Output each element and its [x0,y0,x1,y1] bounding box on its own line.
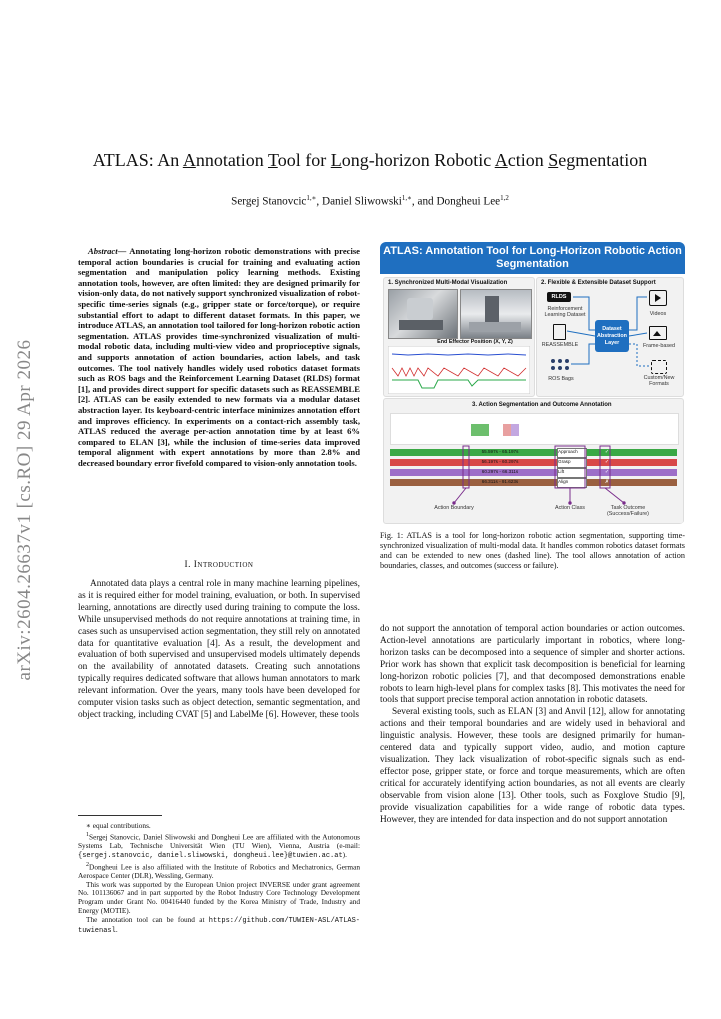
rlds-icon: RLDS [547,292,571,302]
panel-title: 3. Action Segmentation and Outcome Annotation [472,402,612,408]
row-class[interactable]: Grasp [557,458,587,468]
dataset-abstraction-layer: Dataset Abstraction Layer [595,320,629,352]
panel-annotation [383,398,684,524]
row-outcome[interactable]: ✓ [604,459,610,465]
footnote-rule [78,815,162,816]
videos-label: Videos [649,311,667,317]
label-action-class: Action Class [555,505,585,511]
arxiv-identifier: arXiv:2604.26637v1 [cs.RO] 29 Apr 2026 [14,339,35,681]
section-heading: I. Introduction [184,560,254,570]
ros-bags-label: ROS Bags [548,376,574,382]
row-time: 56.197s - 60.297s [481,459,519,464]
paragraph: do not support the annotation of temporal action boundaries or action outcomes. Action-level annotations are particularly important in robotics, where long-horizon tasks can be decomposed into a sequence of simpler and shorter actions. Prior work has shown that explicit task decomposition is beneficial for learning long-horizon robotic policies [7], and that decomposed demonstrations enable robots to learn high-level plans for complex tasks [8]. This motivates the need for tools that support precise temporal action annotation in robotic datasets. [380,624,685,706]
label-action-boundary: Action Boundary [434,505,474,511]
footnote-equal: ∗ equal contributions. [86,821,151,830]
author-list: Sergej Stanovcic$^{1,∗}$, Daniel Sliwowski$^{1,∗}$, and Dongheui Lee$^{1,2}$ [231,194,509,208]
panel-title: 2. Flexible & Extensible Dataset Support [541,280,656,286]
panel-dataset-support [536,277,684,397]
intro-text [78,579,360,722]
code-link[interactable]: https://github.com/TUWIEN-ASL/ATLAS-tuwienasl [78,916,360,935]
footnotes [78,822,360,935]
abstract: Abstract— Annotating long-horizon robotic demonstrations with precise temporal action boundaries is crucial for training and evaluating action segmentation and manipulation policy learning methods. Existing annotation tools, however, are often limited: they are designed primarily for vision-only data, do not natively support synchronized visualization of robot-specific time-series signals (e.g., gripper state or force/torque), or require substantial effort to adapt to different dataset formats. In this paper, we introduce ATLAS, an annotation tool tailored for long-horizon robotic action segmentation. ATLAS provides time-synchronized visualization of multi-modal robotic data, including multi-view video and proprioceptive signals, and supports annotation of action boundaries, action labels, and task outcomes. The tool natively handles widely used robotics dataset formats such as ROS bags and the Reinforcement Learning Dataset (RLDS) format [1], and provides direct support for specific datasets such as REASSEMBLE [2]. ATLAS can be easily extended to new formats via a modular dataset abstraction layer. Its keyboard-centric interface minimizes annotation effort and improves efficiency. In experiments on a contact-rich assembly task, ATLAS reduced the average per-action annotation time by at least 6% compared to ELAN [3], while the inclusion of time-series data improved temporal alignment with expert annotations by more than 2.8% and decreased boundary error fivefold compared to vision-only annotation tools. [78,246,360,468]
right-column-text [380,624,685,826]
panel-visualization [383,277,535,397]
figure-caption: Fig. 1: ATLAS is a tool for long-horizon robotic action segmentation, supporting time-synchronized visualization of multi-modal data. It handles common robotics dataset formats and can be extended to new ones (dashed line). The tool allows annotation of action boundaries, classes, and outcomes (success or failure). [380,531,685,570]
figure-1 [380,242,685,524]
rlds-label: Reinforcement Learning Dataset [544,306,586,319]
footnote-code: The annotation tool can be found at https://github.com/TUWIEN-ASL/ATLAS-tuwienasl. [78,914,360,935]
footnote-affiliation-2: $^2$Dongheui Lee is also affiliated with the Institute of Robotics and Mechatronics, German Aerospace Center (DLR), Wessling, Germany. [78,861,360,880]
row-class[interactable]: Lift [557,468,587,478]
paragraph: Several existing tools, such as ELAN [3] and Anvil [12], allow for annotating actions and their temporal boundaries and are widely used in behavioral and linguistic analysis. However, these tools are designed primarily for human-centered data and typically support video, audio, and motion capture visualization. They lack visualization of robot-specific signals such as end-effector pose, gripper state, or force and torque measurements, which are often critical for accurately identifying action boundaries, as not all events are clearly observable from vision alone [13]. Other tools, such as Foxglove Studio [9], provide visualization capabilities for a wide range of robotic data types. However, they are intended for data inspection and do not support annotation [380,707,685,825]
row-class[interactable]: Approach [557,448,587,458]
row-time: 60.297s - 66.311s [481,469,519,474]
row-time: 66.311s - 91.623s [481,479,519,484]
connector-arrows [537,278,683,396]
time-series-plot [388,346,530,394]
camera-view-1 [388,289,458,339]
camera-view-2 [460,289,532,339]
figure-header: ATLAS: Annotation Tool for Long-Horizon Robotic Action Segmentation [380,242,685,274]
paper-title: ATLAS: An Annotation Tool for Long-horizon Robotic Action Segmentation [92,150,648,170]
row-outcome[interactable]: ✓ [604,449,610,455]
abstract-label: Abstract [88,246,118,256]
row-class[interactable]: Align [557,478,587,488]
label-task-outcome: Task Outcome (Success/Failure) [607,505,649,518]
footnote-funding: This work was supported by the European Union project INVERSE under grant agreement No. 101136067 and in part supported by the Robot Industry Core Technology Development Program under Grant No. 00416440 funded by the Korea Ministry of Trade, Industry and Energy (MOTIE). [78,879,360,916]
frame-based-label: Frame-based [642,343,676,349]
reassemble-label: REASSEMBLE [541,342,579,348]
row-outcome[interactable]: ✓ [604,469,610,475]
row-outcome[interactable]: ✗ [604,479,610,485]
row-time: 55.597s - 65.197s [481,449,519,454]
custom-formats-label: Custom/New Formats [643,375,675,388]
paragraph: Annotated data plays a central role in many machine learning pipelines, as it is required either for model training, evaluation, or both. In supervised learning, annotations are directly used during training to compute the loss. While unsupervised methods do not require annotations at training time, in cases such as unsupervised action segmentation, they still rely on annotated data for quantitative evaluation [4]. As a result, the development and evaluation of both supervised and unsupervised models ultimately depends on the availability of annotated datasets. Creating such annotations typically requires dedicated software that allows human annotators to mark relevant information. Over the years, many tools have been developed for computer vision tasks such as object detection, semantic segmentation, and object tracking, including CVAT [5] and LabelMe [6]. However, these tools [78,579,360,720]
plot-title: End Effector Position (X, Y, Z) [437,339,513,345]
footnote-affiliation-1: $^1$Sergej Stanovcic, Daniel Sliwowski and Dongheui Lee are affiliated with the Autonomous Systems Lab, Technische Universität Wien (TU Wien), Vienna, Austria (e-mail: {sergej.stanovcic, daniel.sliwowski, dongheui.lee}@tuwien.ac.at). [78,831,360,860]
panel-title: 1. Synchronized Multi-Modal Visualization [388,280,508,286]
